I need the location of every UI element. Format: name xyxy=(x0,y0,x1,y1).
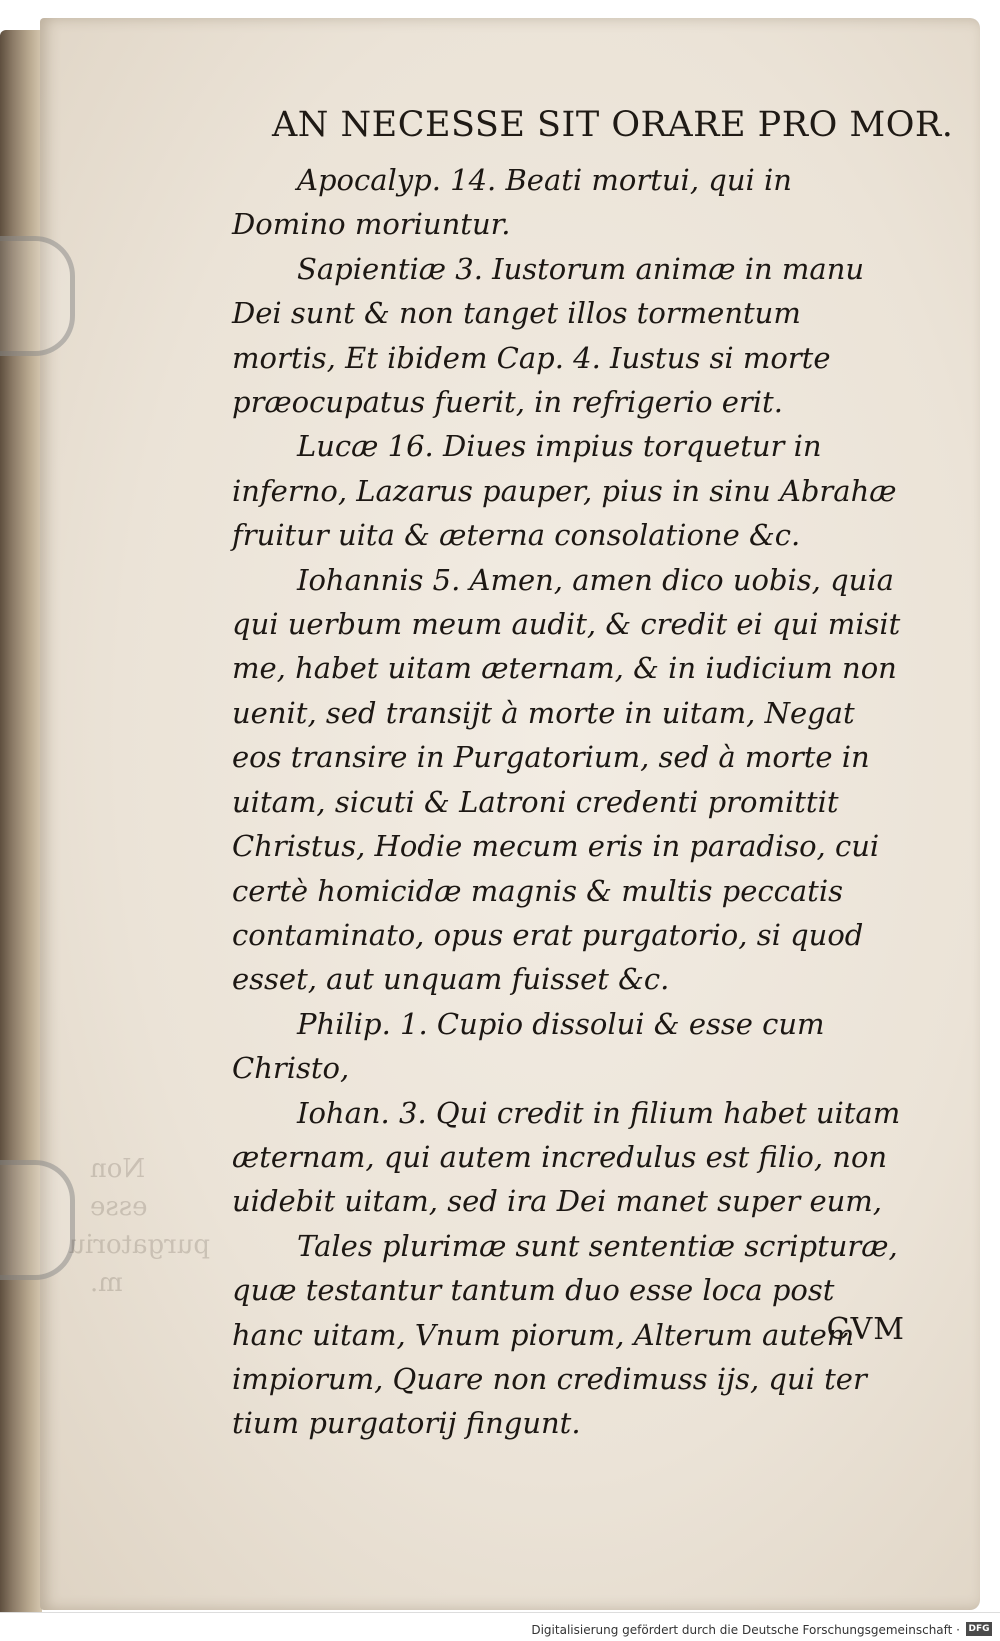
paragraph-apocalypse: Apocalyp. 14. Beati mortui, qui in Domino moriuntur. xyxy=(232,163,792,242)
bleed-through-margin-note: Non esse purgatoriu m. xyxy=(68,1154,210,1298)
page-clip-bottom xyxy=(0,1160,75,1280)
paragraph-tales: Tales plurimæ sunt sententiæ scripturæ, quæ testantur tantum duo esse loca post hanc uitam, Vnum piorum, Alterum autem impiorum, Quare non credimuss ijs, qui ter tium purgatorij fingunt. xyxy=(232,1228,898,1441)
paragraph-luca: Lucæ 16. Diues impius torquetur in inferno, Lazarus pauper, pius in sinu Abrahæ fruitur uita & æterna consolatione &c. xyxy=(232,429,897,553)
running-header: AN NECESSE SIT ORARE PRO MOR. xyxy=(272,105,954,145)
page-clip-top xyxy=(0,236,75,356)
footer-bar xyxy=(0,1612,1000,1641)
footer-credit: Digitalisierung gefördert durch die Deutsche Forschungsgemeinschaft · xyxy=(531,1623,960,1637)
paragraph-iohannis: Iohannis 5. Amen, amen dico uobis, quia qui uerbum meum audit, & credit ei qui misit me, habet uitam æternam, & in iudicium non uenit, sed transijt à morte in uitam, Negat eos transire in Purgatorium, sed à morte in uitam, sicuti & Latroni credenti promittit Christus, Hodie mecum eris in paradiso, cui certè homicidæ magnis & multis peccatis contaminato, opus erat purgatorio, si quod esset, aut unquam fuisset &c. xyxy=(232,562,901,997)
paragraph-iohan: Iohan. 3. Qui credit in filium habet uitam æternam, qui autem incredulus est filio, non uidebit uitam, sed ira Dei manet super eum, xyxy=(232,1095,901,1219)
paragraph-philip: Philip. 1. Cupio dissolui & esse cum Christo, xyxy=(232,1006,825,1086)
paragraph-sapientia: Sapientiæ 3. Iustorum animæ in manu Dei sunt & non tanget illos tormentum mortis, Et ibidem Cap. 4. Iustus si morte præocupatus fuerit, in refrigerio erit. xyxy=(232,251,865,420)
page-text xyxy=(232,158,912,1446)
catchword: CVM xyxy=(826,1312,905,1347)
dfg-logo-icon: DFG xyxy=(966,1622,992,1636)
